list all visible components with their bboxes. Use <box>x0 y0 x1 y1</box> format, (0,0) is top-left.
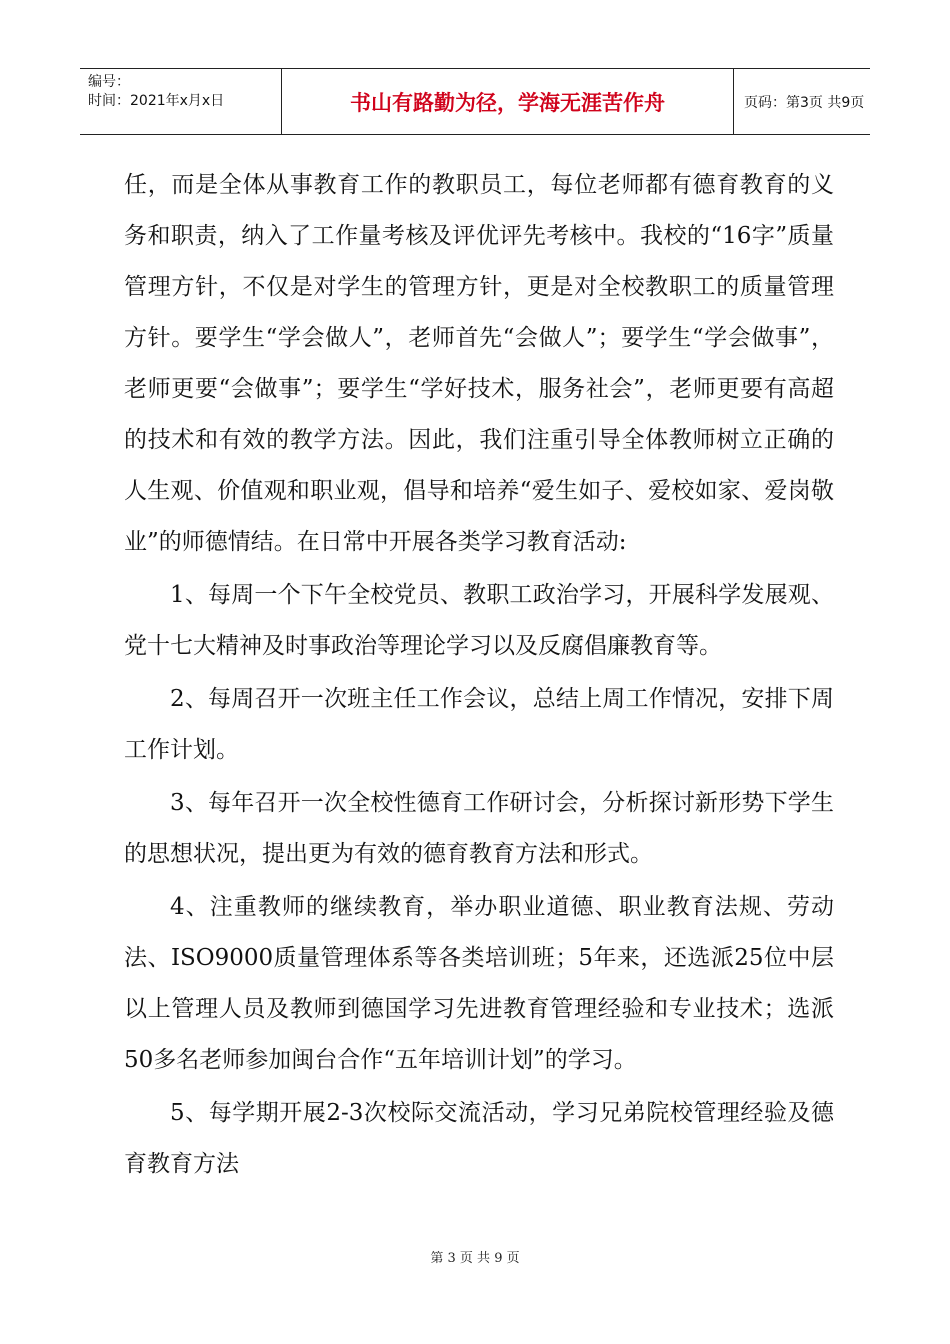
header-page-code: 页码：第3页 共9页 <box>744 94 865 111</box>
page-footer: 第 3 页 共 9 页 <box>430 1251 520 1266</box>
document-date: 时间：2021年x月x日 <box>88 93 225 109</box>
header-meta <box>80 69 282 134</box>
list-item: 5、每学期开展2-3次校际交流活动，学习兄弟院校管理经验及德育教育方法 <box>124 1100 834 1177</box>
document-header <box>80 68 870 135</box>
intro-paragraph: 任，而是全体从事教育工作的教职员工，每位老师都有德育教育的义务和职责，纳入了工作量考核及评优评先考核中。我校的“16字”质量管理方针，不仅是对学生的管理方针，更是对全校教职工的质量管理方针。要学生“学会做人”，老师首先“会做人”；要学生“学会做事”，老师更要“会做事”；要学生“学好技术，服务社会”，老师更要有高超的技术和有效的教学方法。因此，我们注重引导全体教师树立正确的人生观、价值观和职业观，倡导和培养“爱生如子、爱校如家、爱岗敬业”的师德情结。在日常中开展各类学习教育活动: <box>124 172 834 555</box>
list-item: 1、每周一个下午全校党员、教职工政治学习，开展科学发展观、党十七大精神及时事政治等理论学习以及反腐倡廉教育等。 <box>124 582 834 659</box>
list-item: 2、每周召开一次班主任工作会议，总结上周工作情况，安排下周工作计划。 <box>124 686 834 763</box>
header-motto: 书山有路勤为径，学海无涯苦作舟 <box>350 90 665 115</box>
header-motto-cell <box>282 69 734 134</box>
document-body <box>124 160 834 1190</box>
list-item: 4、注重教师的继续教育，举办职业道德、职业教育法规、劳动法、ISO9000质量管理体系等各类培训班；5年来，还选派25位中层以上管理人员及教师到德国学习先进教育管理经验和专业技术；选派50多名老师参加闽台合作“五年培训计划”的学习。 <box>124 894 834 1073</box>
document-number: 编号： <box>88 74 130 90</box>
list-item: 3、每年召开一次全校性德育工作研讨会，分析探讨新形势下学生的思想状况，提出更为有效的德育教育方法和形式。 <box>124 790 834 867</box>
